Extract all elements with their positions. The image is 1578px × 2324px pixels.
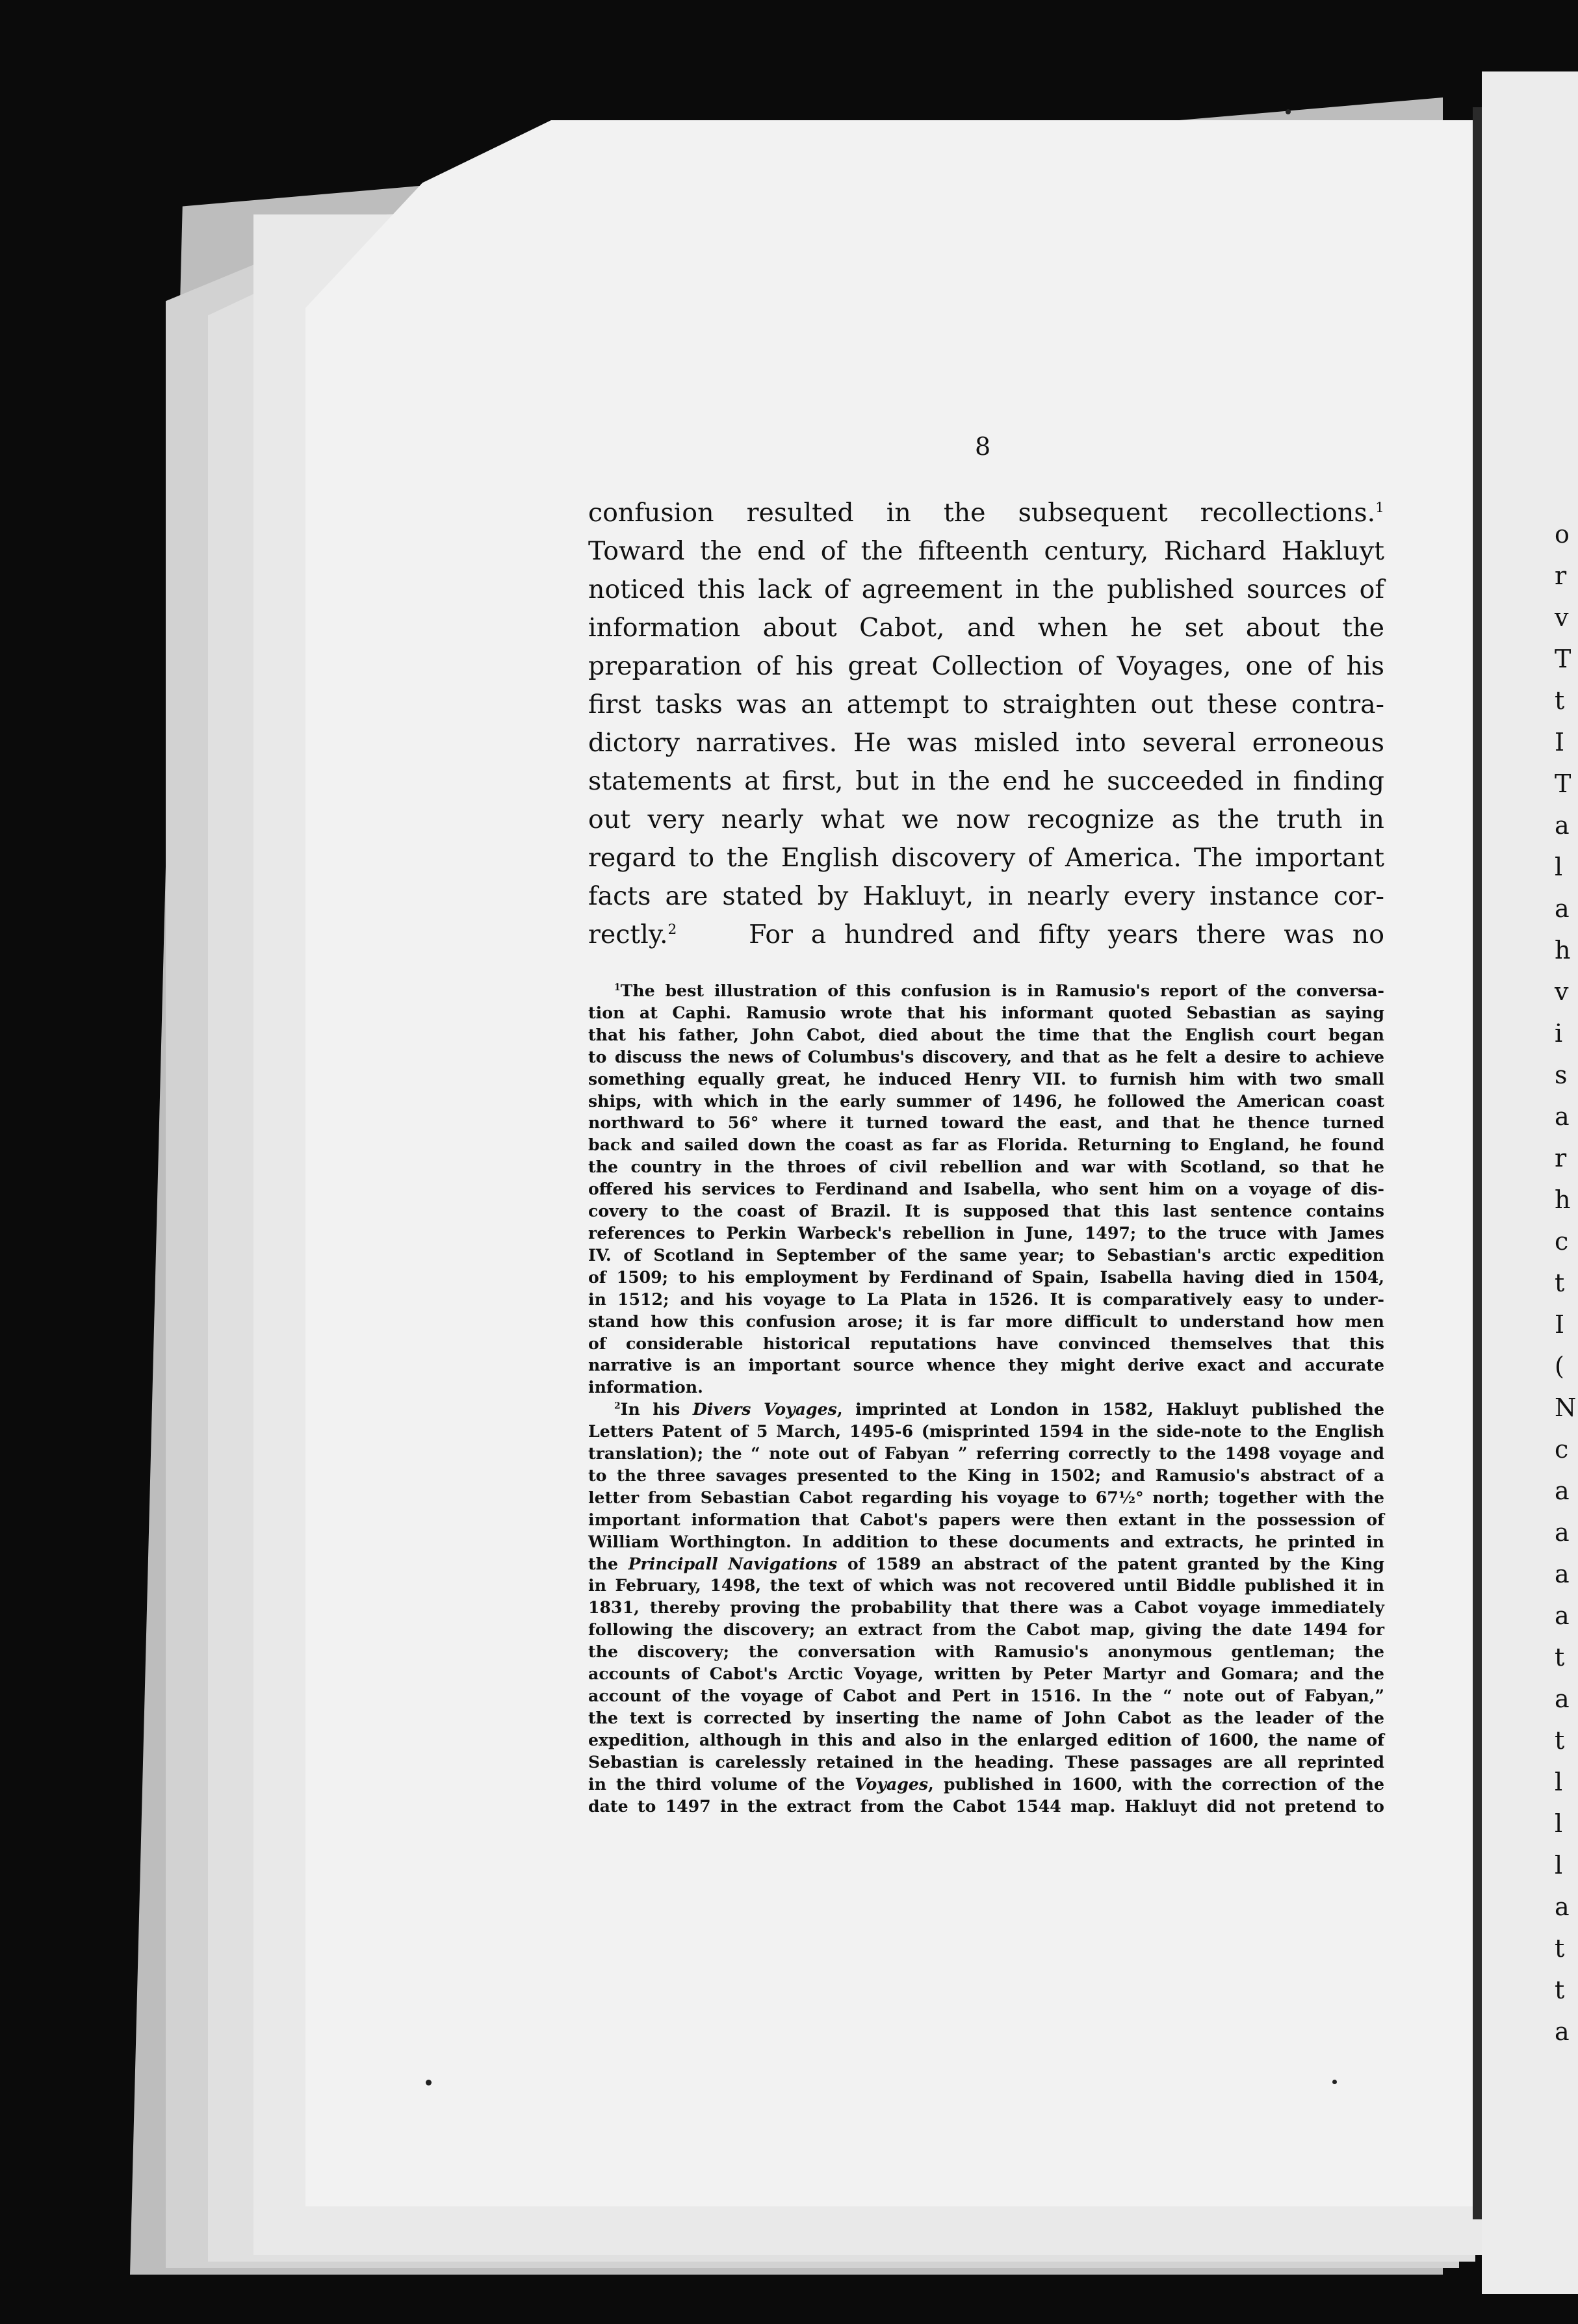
footnote-line: in 1512; and his voyage to La Plata in 1526. It is comparatively easy to under-	[588, 1289, 1384, 1309]
footnote-line: ships, with which in the early summer of 1496, he followed the American coast	[588, 1091, 1384, 1111]
footnote-line: back and sailed down the coast as far as Florida. Returning to England, he found	[588, 1135, 1384, 1155]
scan-speck	[1332, 2080, 1337, 2084]
footnote-line: to the three savages presented to the King in 1502; and Ramusio's abstract of a	[588, 1465, 1384, 1485]
adjacent-page-letter: v	[1555, 977, 1569, 1006]
adjacent-page-letter: t	[1555, 1976, 1565, 2004]
work-title: Principall Navigations	[628, 1553, 838, 1573]
adjacent-page-letter: a	[1555, 1518, 1570, 1547]
adjacent-page-letter: a	[1555, 1601, 1570, 1630]
adjacent-page-letter: t	[1555, 686, 1565, 715]
footnote-line: William Worthington. In addition to these documents and extracts, he printed in	[588, 1531, 1384, 1551]
adjacent-page-letter: N	[1555, 1393, 1577, 1422]
footnote-line: following the discovery; an extract from the Cabot map, giving the date 1494 for	[588, 1620, 1384, 1640]
footnote-line: in February, 1498, the text of which was not recovered until Biddle published it in	[588, 1575, 1384, 1595]
adjacent-page-letter: a	[1555, 1102, 1570, 1131]
body-text	[588, 494, 1384, 954]
footnote-line: account of the voyage of Cabot and Pert in 1516. In the “ note out of Fabyan,”	[588, 1686, 1384, 1705]
footnote-line: tion at Caphi. Ramusio wrote that his informant quoted Sebastian as saying	[588, 1002, 1384, 1022]
adjacent-page-letter: a	[1555, 1892, 1570, 1921]
adjacent-page-letter: a	[1555, 894, 1570, 923]
footnote-line: the Principall Navigations of 1589 an abstract of the patent granted by the King	[588, 1553, 1384, 1573]
footnote-line: that his father, John Cabot, died about the time that the English court began	[588, 1024, 1384, 1044]
footnote-line: of 1509; to his employment by Ferdinand of Spain, Isabella having died in 1504,	[588, 1267, 1384, 1287]
footnote-line: important information that Cabot's papers were then extant in the possession of	[588, 1509, 1384, 1529]
footnote-line: Letters Patent of 5 March, 1495-6 (misprinted 1594 in the side-note to the English	[588, 1421, 1384, 1441]
footnote-line: stand how this confusion arose; it is far more difficult to understand how men	[588, 1311, 1384, 1331]
footnote-line: to discuss the news of Columbus's discovery, and that as he felt a desire to achieve	[588, 1046, 1384, 1066]
adjacent-page-letter: i	[1555, 1019, 1563, 1048]
body-line: rectly.$^2$ For a hundred and fifty years there was no	[588, 920, 1384, 949]
adjacent-page-letter: l	[1555, 853, 1563, 881]
footnote-line: references to Perkin Warbeck's rebellion in June, 1497; to the truce with James	[588, 1222, 1384, 1243]
footnote-line: the country in the throes of civil rebellion and war with Scotland, so that he	[588, 1157, 1384, 1177]
adjacent-page-letter: I	[1555, 1310, 1565, 1339]
footnote-line: accounts of Cabot's Arctic Voyage, written by Peter Martyr and Gomara; and the	[588, 1664, 1384, 1684]
footnote-line: date to 1497 in the extract from the Cabot 1544 map. Hakluyt did not pretend to	[588, 1796, 1384, 1816]
footnote-line: expedition, although in this and also in the enlarged edition of 1600, the name of	[588, 1729, 1384, 1749]
adjacent-page-letter: v	[1555, 603, 1569, 632]
page-number: 8	[975, 432, 991, 461]
adjacent-page-letter: h	[1555, 1185, 1571, 1214]
footnote-line: something equally great, he induced Henry VII. to furnish him with two small	[588, 1068, 1384, 1089]
adjacent-page-letter: r	[1555, 562, 1567, 590]
scan-speck	[1286, 109, 1291, 114]
footnote-ref-2: 2	[667, 921, 677, 938]
footnote-line: in the third volume of the Voyages, published in 1600, with the correction of the	[588, 1774, 1384, 1794]
body-line: out very nearly what we now recognize as the truth in	[588, 805, 1384, 834]
adjacent-page-letter: r	[1555, 1144, 1567, 1172]
adjacent-page-letter: l	[1555, 1768, 1563, 1796]
adjacent-page-letter: s	[1555, 1061, 1568, 1089]
adjacent-page-letter: t	[1555, 1269, 1565, 1297]
work-title: Divers Voyages	[692, 1399, 837, 1419]
adjacent-page-letter: c	[1555, 1227, 1569, 1256]
footnote-line: northward to 56° where it turned toward the east, and that he thence turned	[588, 1113, 1384, 1133]
adjacent-page-letter: t	[1555, 1726, 1565, 1755]
adjacent-page-letter: o	[1555, 520, 1570, 549]
footnote-line: the discovery; the conversation with Ramusio's anonymous gentleman; the	[588, 1642, 1384, 1662]
adjacent-page-letter: c	[1555, 1435, 1569, 1464]
footnote-line: 1831, thereby proving the probability that there was a Cabot voyage immediately	[588, 1597, 1384, 1618]
adjacent-page-letter: (	[1555, 1352, 1564, 1380]
adjacent-page-letter: a	[1555, 2017, 1570, 2046]
adjacent-page-letter: T	[1555, 769, 1572, 798]
adjacent-page-letter: l	[1555, 1809, 1563, 1838]
footnote-line: letter from Sebastian Cabot regarding his voyage to 67½° north; together with the	[588, 1487, 1384, 1507]
adjacent-page-letter: t	[1555, 1643, 1565, 1672]
adjacent-page-letter: a	[1555, 811, 1570, 840]
footnote-line: translation); the “ note out of Fabyan ” referring correctly to the 1498 voyage and	[588, 1443, 1384, 1464]
footnotes	[588, 980, 1384, 1817]
footnote-line: $^1$The best illustration of this confusion is in Ramusio's report of the conversa-	[614, 981, 1384, 1000]
adjacent-page-letter: a	[1555, 1477, 1570, 1505]
adjacent-page-letter: a	[1555, 1560, 1570, 1588]
footnote-line: covery to the coast of Brazil. It is supposed that this last sentence contains	[588, 1201, 1384, 1221]
body-line: preparation of his great Collection of Voyages, one of his	[588, 651, 1384, 681]
body-line: Toward the end of the fifteenth century, Richard Hakluyt	[588, 536, 1384, 566]
work-title: Voyages	[855, 1774, 929, 1794]
body-line: noticed this lack of agreement in the published sources of	[588, 575, 1384, 604]
body-line: statements at first, but in the end he succeeded in finding	[588, 766, 1384, 796]
footnote-line: narrative is an important source whence they might derive exact and accurate	[588, 1355, 1384, 1375]
adjacent-page-letter: a	[1555, 1685, 1570, 1713]
adjacent-page-letter: h	[1555, 936, 1571, 964]
body-line: information about Cabot, and when he set about the	[588, 613, 1384, 643]
footnote-line: the text is corrected by inserting the name of John Cabot as the leader of the	[588, 1707, 1384, 1727]
footnote-line: IV. of Scotland in September of the same year; to Sebastian's arctic expedition	[588, 1245, 1384, 1265]
adjacent-page-letter: t	[1555, 1934, 1565, 1963]
footnote-line: information.	[588, 1377, 703, 1397]
footnote-line: Sebastian is carelessly retained in the heading. These passages are all reprinted	[588, 1751, 1384, 1772]
footnote-line: $^2$In his Divers Voyages, imprinted at London in 1582, Hakluyt published the	[614, 1399, 1385, 1419]
body-line: facts are stated by Hakluyt, in nearly every instance cor-	[588, 881, 1384, 911]
body-line: dictory narratives. He was misled into several erroneous	[588, 728, 1384, 758]
footnote-line: of considerable historical reputations have convinced themselves that this	[588, 1333, 1384, 1353]
body-line: regard to the English discovery of America. The important	[588, 843, 1384, 873]
adjacent-page-letter: l	[1555, 1851, 1563, 1879]
scan-speck	[426, 2080, 432, 2085]
footnote-line: offered his services to Ferdinand and Isabella, who sent him on a voyage of dis-	[588, 1179, 1384, 1199]
body-line: confusion resulted in the subsequent recollections.$^1$	[588, 498, 1384, 528]
page-gutter-shadow	[1473, 107, 1482, 2219]
footnote-ref-1: 1	[1375, 499, 1384, 516]
adjacent-page-letter: I	[1555, 728, 1565, 756]
body-line: first tasks was an attempt to straighten out these contra-	[588, 690, 1384, 719]
adjacent-page-letter: T	[1555, 645, 1572, 673]
